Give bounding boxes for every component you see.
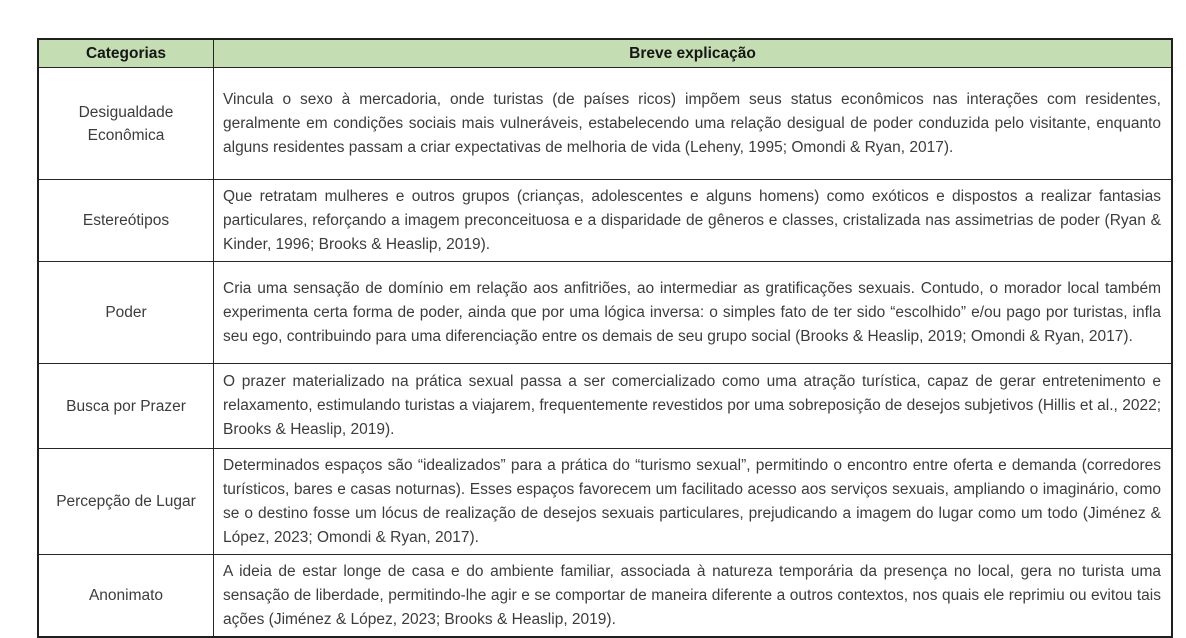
- table-row-poder: [38, 262, 1172, 364]
- table-row-percepcao-de-lugar: [38, 449, 1172, 555]
- header-cell-categorias: Categorias: [38, 39, 214, 68]
- categories-table: [37, 38, 1173, 638]
- table-row-anonimato: [38, 555, 1172, 638]
- table-header-row: [38, 39, 1172, 68]
- category-cell: Busca por Prazer: [38, 364, 214, 449]
- table-row-desigualdade-economica: [38, 68, 1172, 180]
- explanation-cell: O prazer materializado na prática sexual passa a ser comercializado como uma atração turística, capaz de gerar entretenimento e relaxamento, estimulando turistas a viajarem, frequentemente revestidos por uma sobreposição de desejos subjetivos (Hillis et al., 2022; Brooks & Heaslip, 2019).: [214, 364, 1173, 449]
- explanation-cell: Vincula o sexo à mercadoria, onde turistas (de países ricos) impõem seus status econômicos nas interações com residentes, geralmente em condições sociais mais vulneráveis, estabelecendo uma relação desigual de poder conduzida pelo visitante, enquanto alguns residentes passam a criar expectativas de melhoria de vida (Leheny, 1995; Omondi & Ryan, 2017).: [214, 68, 1173, 180]
- category-cell: Estereótipos: [38, 180, 214, 262]
- category-cell: Poder: [38, 262, 214, 364]
- category-cell: Percepção de Lugar: [38, 449, 214, 555]
- category-cell: Anonimato: [38, 555, 214, 638]
- table-row-busca-por-prazer: [38, 364, 1172, 449]
- header-cell-breve-explicacao: Breve explicação: [214, 39, 1173, 68]
- categories-table-container: [37, 38, 1173, 638]
- category-cell: Desigualdade Econômica: [38, 68, 214, 180]
- explanation-cell: Que retratam mulheres e outros grupos (crianças, adolescentes e alguns homens) como exóticos e dispostos a realizar fantasias particulares, reforçando a imagem preconceituosa e a disparidade de gêneros e classes, cristalizada nas assimetrias de poder (Ryan & Kinder, 1996; Brooks & Heaslip, 2019).: [214, 180, 1173, 262]
- explanation-cell: Determinados espaços são “idealizados” para a prática do “turismo sexual”, permitindo o encontro entre oferta e demanda (corredores turísticos, bares e casas noturnas). Esses espaços favorecem um facilitado acesso aos serviços sexuais, ampliando o imaginário, como se o destino fosse um lócus de realização de desejos sexuais particulares, prejudicando a imagem do lugar como um todo (Jiménez & López, 2023; Omondi & Ryan, 2017).: [214, 449, 1173, 555]
- explanation-cell: Cria uma sensação de domínio em relação aos anfitriões, ao intermediar as gratificações sexuais. Contudo, o morador local também experimenta certa forma de poder, ainda que por uma lógica inversa: o simples fato de ter sido “escolhido” e/ou pago por turistas, infla seu ego, contribuindo para uma diferenciação entre os demais de seu grupo social (Brooks & Heaslip, 2019; Omondi & Ryan, 2017).: [214, 262, 1173, 364]
- table-row-estereotipos: [38, 180, 1172, 262]
- explanation-cell: A ideia de estar longe de casa e do ambiente familiar, associada à natureza temporária da presença no local, gera no turista uma sensação de liberdade, permitindo-lhe agir e se comportar de maneira diferente a outros contextos, nos quais ele reprimiu ou evitou tais ações (Jiménez & López, 2023; Brooks & Heaslip, 2019).: [214, 555, 1173, 638]
